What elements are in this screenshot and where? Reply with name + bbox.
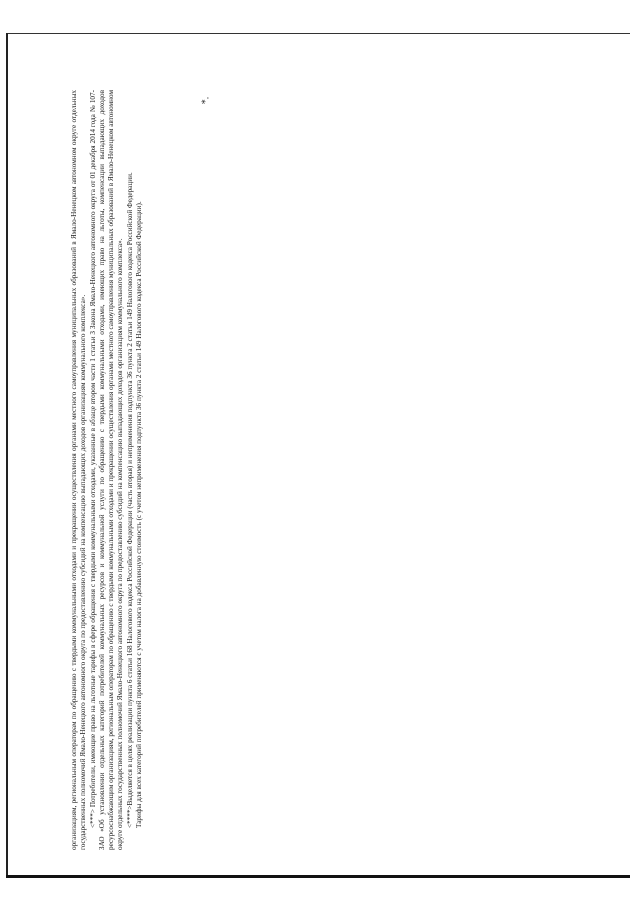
document-body — [70, 90, 144, 850]
paragraph-2: <***> Потребители, имеющие право на льготные тарифы в сфере обращения с твердыми коммунальными отходами, указанные в абзаце втором части 1 статьи 3 Закона Ямало-Ненецкого автономного округа от 01 декабря 2014 года № 107-ЗАО «Об установлении отдельных категорий потребителей коммунальных ресурсов и коммунальной услуги по обращению с твердыми коммунальными отходами, имеющих право на льготы, компенсации выпадающих доходов ресурсоснабжающим организациям, региональным операторам по обращению с твердыми коммунальными отходами и прекращении осуществления органами местного самоуправления муниципальных образований в Ямало-Ненецком автономном округе отдельных государственных полномочий Ямало-Ненецкого автономного округа по предоставлению субсидий на компенсацию выпадающих доходов организациям коммунального комплекса». — [88, 90, 125, 850]
page-frame-top — [6, 33, 630, 34]
stray-mark: *. — [200, 96, 212, 105]
paragraph-1: организациям, региональным операторам по обращению с твердыми коммунальными отходами и прекращении осуществления органами местного самоуправления муниципальных образований в Ямало-Ненецком автономном округе отдельных государственных полномочий Ямало-Ненецкого автономного округа по предоставлению субсидий на компенсацию выпадающих доходов организациям коммунального комплекса». — [70, 90, 88, 850]
paragraph-3: <****>Выделяется в целях реализации пункта 6 статьи 168 Налогового кодекса Российской Федерации (часть вторая) и неприменения подпункта 36 пункта 2 статьи 149 Налогового кодекса Российской Федерации. — [125, 172, 134, 828]
page-frame-bottom — [6, 875, 630, 878]
page-frame-left — [6, 33, 8, 875]
paragraph-4: Тарифы для всех категорий потребителей применяются с учетом налога на добавленную стоимость (с учетом неприменения подпункта 36 пункта 2 статьи 149 Налогового кодекса Российской Федерации). — [135, 201, 144, 828]
